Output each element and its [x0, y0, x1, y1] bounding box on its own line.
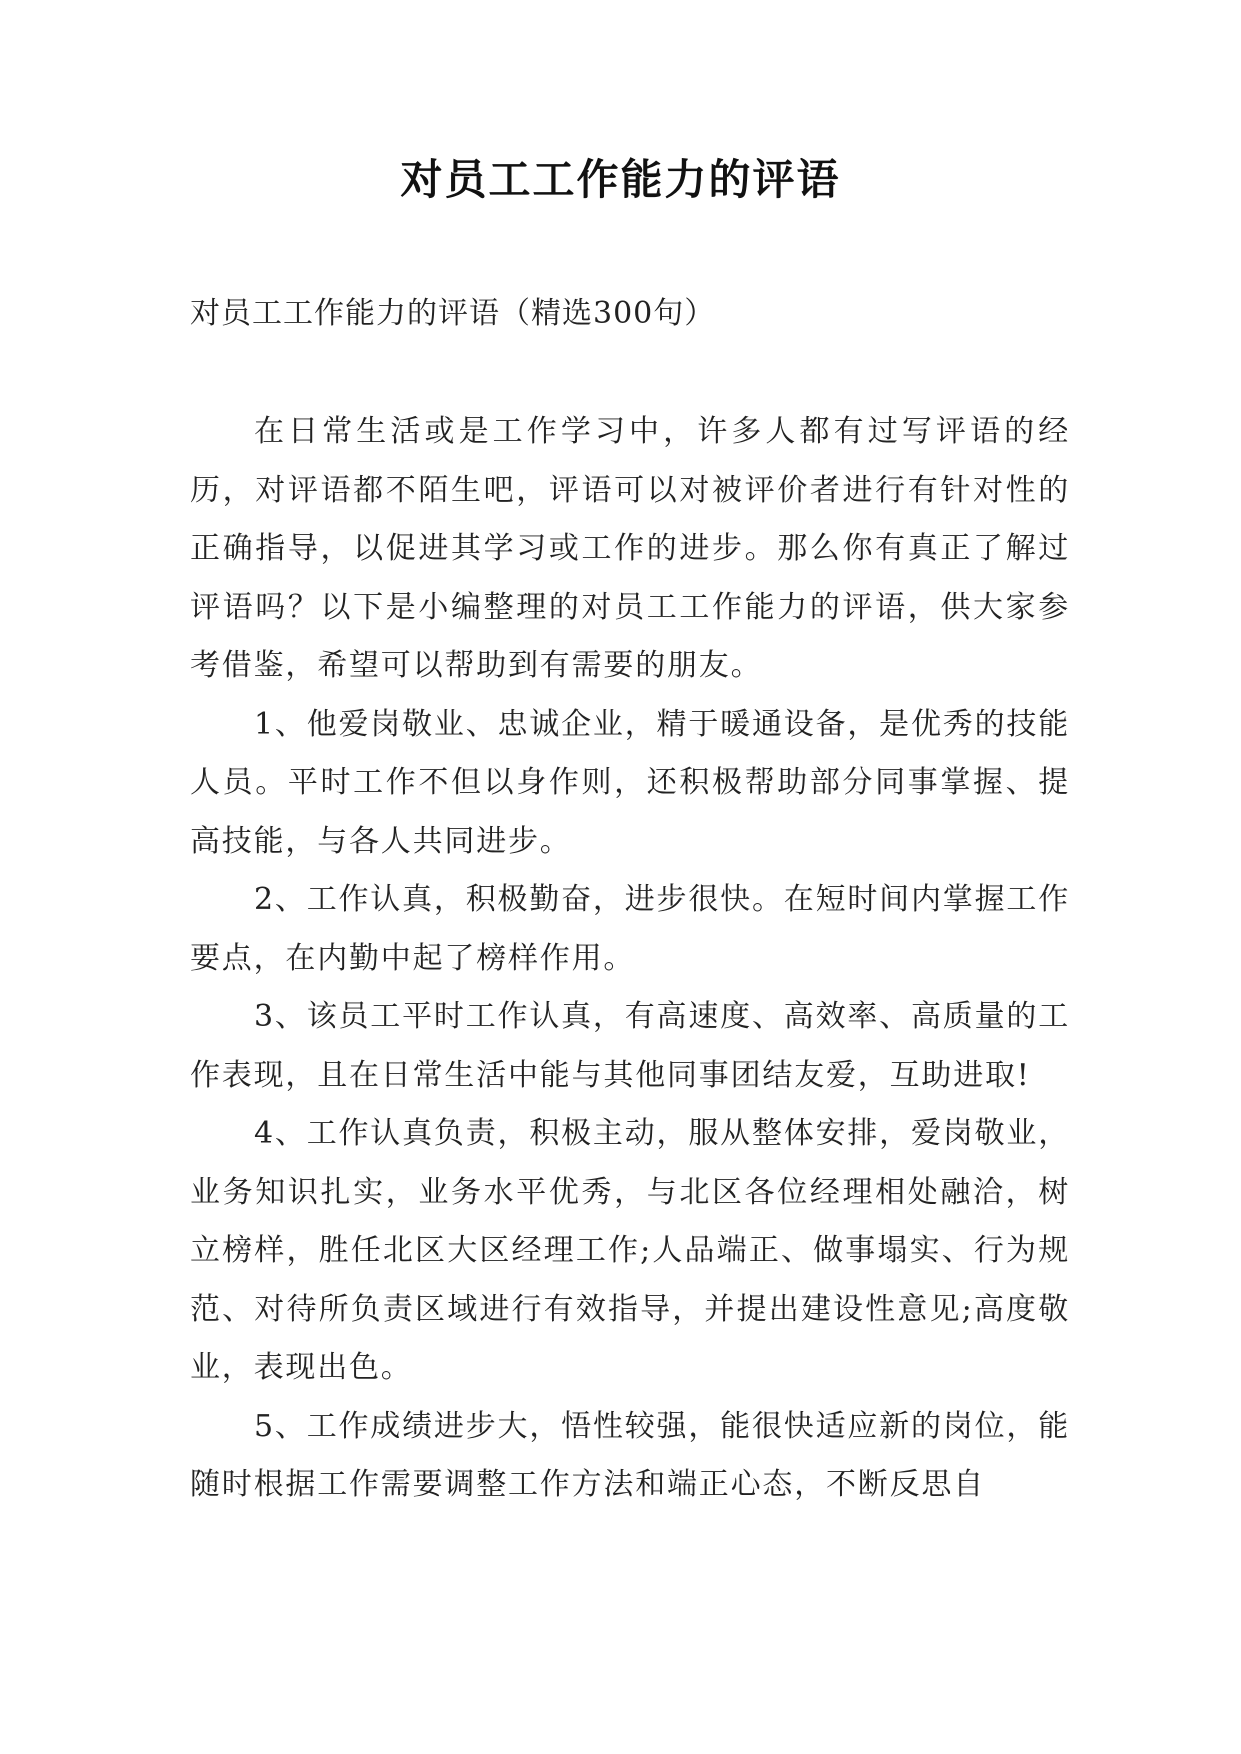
document-body [190, 403, 1070, 1515]
comment-paragraph-3: 3、该员工平时工作认真，有高速度、高效率、高质量的工作表现，且在日常生活中能与其他同事团结友爱，互助进取! [190, 999, 1070, 1093]
comment-paragraph-4: 4、工作认真负责，积极主动，服从整体安排，爱岗敬业，业务知识扎实，业务水平优秀，与北区各位经理相处融洽，树立榜样，胜任北区大区经理工作;人品端正、做事塌实、行为规范、对待所负责区域进行有效指导，并提出建设性意见;高度敬业，表现出色。 [190, 1116, 1070, 1385]
intro-paragraph: 在日常生活或是工作学习中，许多人都有过写评语的经历，对评语都不陌生吧，评语可以对被评价者进行有针对性的正确指导，以促进其学习或工作的进步。那么你有真正了解过评语吗？以下是小编整理的对员工工作能力的评语，供大家参考借鉴，希望可以帮助到有需要的朋友。 [190, 414, 1070, 683]
comment-paragraph-2: 2、工作认真，积极勤奋，进步很快。在短时间内掌握工作要点，在内勤中起了榜样作用。 [190, 882, 1070, 976]
comment-paragraph-1: 1、他爱岗敬业、忠诚企业，精于暖通设备，是优秀的技能人员。平时工作不但以身作则，还积极帮助部分同事掌握、提高技能，与各人共同进步。 [190, 706, 1070, 859]
page-title: 对员工工作能力的评语 [400, 155, 841, 204]
comment-paragraph-5: 5、工作成绩进步大，悟性较强，能很快适应新的岗位，能随时根据工作需要调整工作方法和端正心态，不断反思自 [190, 1408, 1070, 1502]
document-subtitle: 对员工工作能力的评语（精选300句） [190, 296, 716, 331]
